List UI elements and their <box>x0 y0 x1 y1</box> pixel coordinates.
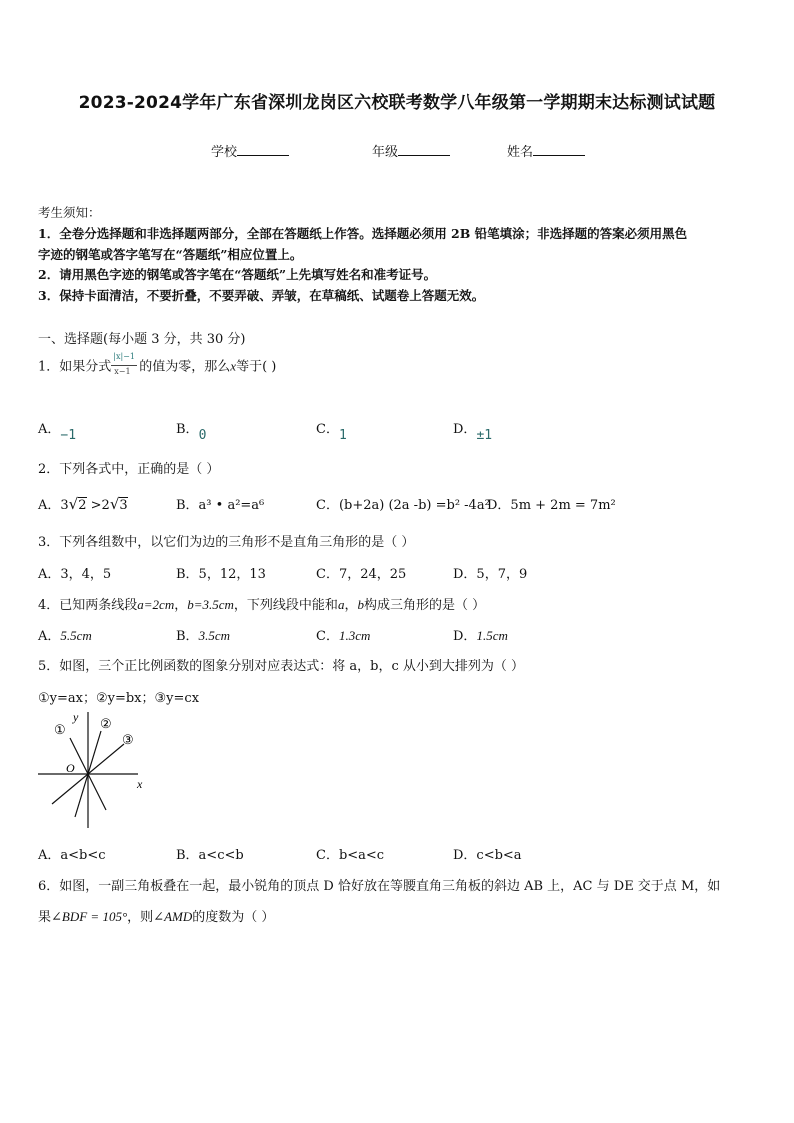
q4-c-value: 1.3cm <box>338 628 371 643</box>
q6-line2-a: 果 <box>38 910 52 925</box>
q4-separator: ， <box>344 598 358 613</box>
notice-line-1b <box>38 245 302 263</box>
q2-a-radicand-2: 3 <box>119 498 128 513</box>
q1-option-a[interactable] <box>38 418 77 443</box>
notice-text-2: 2．请用黑色字迹的钢笔或答字笔在“答题纸”上先填写姓名和准考证号。 <box>38 267 437 282</box>
q2-option-c[interactable]: C．(b+2a) (2a -b) =b² -4a² <box>316 498 490 513</box>
question-6-line-1: 6．如图，一副三角板叠在一起，最小锐角的顶点 D 恰好放在等腰直角三角板的斜边 AB 上，AC 与 DE 交于点 M，如 <box>38 879 721 894</box>
q1-c-value: 1 <box>338 428 347 443</box>
q1-d-value: ±1 <box>476 428 493 443</box>
q1-c-label: C． <box>316 422 339 437</box>
grade-blank <box>398 143 450 156</box>
q1-option-b[interactable] <box>176 418 207 443</box>
q1-d-label: D． <box>453 422 477 437</box>
q1-suffix-2: 等于( ) <box>236 359 277 375</box>
q1-a-label: A． <box>38 422 61 437</box>
q1-variable: x <box>230 358 237 374</box>
q5-option-d[interactable]: D．c<b<a <box>453 848 522 863</box>
sqrt-icon: √ <box>109 495 120 513</box>
q4-b-label: B． <box>176 629 199 644</box>
q3-option-b[interactable]: B．5，12，13 <box>176 567 266 582</box>
question-1-stem <box>38 352 276 382</box>
question-3-stem: 3．下列各组数中，以它们为边的三角形不是直角三角形的是（ ） <box>38 535 415 550</box>
q6-line2-b: ，则 <box>127 910 154 925</box>
name-field <box>507 141 585 160</box>
q6-angle-bdf: ∠BDF = 105° <box>51 909 128 924</box>
q4-b-value: 3.5cm <box>198 628 230 643</box>
q4-d-label: D． <box>453 629 477 644</box>
notice-text-3: 3．保持卡面清洁，不要折叠，不要弄破、弄皱，在草稿纸、试题卷上答题无效。 <box>38 288 485 303</box>
q4-stem-b: ，下列线段中能和 <box>233 598 338 613</box>
notice-line-1a <box>38 224 687 242</box>
notice-text-1b: 字迹的钢笔或答字笔写在“答题纸”相应位置上。 <box>38 247 303 262</box>
q2-option-d[interactable]: D．5m + 2m = 7m² <box>487 498 616 513</box>
section-heading: 一、选择题(每小题 3 分，共 30 分) <box>38 332 246 347</box>
school-blank <box>237 143 289 156</box>
school-label: 学校 <box>211 145 238 160</box>
school-field <box>211 141 289 160</box>
line-1-label: ① <box>54 722 66 737</box>
q1-suffix-1: 的值为零，那么 <box>139 359 231 375</box>
line-2-label: ② <box>100 716 112 731</box>
q4-option-a[interactable] <box>38 625 92 644</box>
question-4-stem <box>38 594 485 613</box>
q4-var-b: b <box>357 597 364 612</box>
q2-option-b[interactable]: B．a³ • a²=a⁶ <box>176 498 265 513</box>
q3-option-c[interactable]: C．7，24，25 <box>316 567 407 582</box>
q4-d-value: 1.5cm <box>476 628 508 643</box>
q4-option-b[interactable] <box>176 625 230 644</box>
q1-option-d[interactable] <box>453 418 493 443</box>
q1-frac-bar <box>111 365 137 366</box>
q5-option-a[interactable]: A．a<b<c <box>38 848 106 863</box>
q1-b-value: 0 <box>198 428 207 443</box>
q3-option-d[interactable]: D．5，7，9 <box>453 567 528 582</box>
q4-var-a: a <box>337 597 345 612</box>
question-6-line-2 <box>38 906 274 925</box>
q1-b-label: B． <box>176 422 199 437</box>
origin-label: O <box>66 761 75 775</box>
q1-a-value: −1 <box>60 428 77 443</box>
q1-prefix: 1．如果分式 <box>38 359 112 375</box>
q2-a-prefix: A．3 <box>38 498 69 513</box>
notice-line-2 <box>38 265 436 283</box>
notice-text-1a: 1．全卷分选择题和非选择题两部分，全部在答题纸上作答。选择题必须用 2B 铅笔填涂；非选择题的答案必须用黑色 <box>38 226 688 241</box>
q4-option-d[interactable] <box>453 625 508 644</box>
q2-a-middle: >2 <box>86 498 110 513</box>
line-3-label: ③ <box>122 732 134 747</box>
q5-option-c[interactable]: C．b<a<c <box>316 848 385 863</box>
q2-a-radicand-1: 2 <box>78 498 87 513</box>
x-axis-label: x <box>137 777 143 791</box>
q6-line2-c: 的度数为（ ） <box>192 910 275 925</box>
grade-field <box>372 141 450 160</box>
page-title: 2023-2024学年广东省深圳龙岗区六校联考数学八年级第一学期期末达标测试试题 <box>78 93 716 113</box>
question-5-expressions: ①y=ax；②y=bx；③y=cx <box>38 691 200 706</box>
q3-option-a[interactable]: A．3，4，5 <box>38 567 112 582</box>
notice-line-3 <box>38 286 484 304</box>
q4-a-value: 5.5cm <box>60 628 92 643</box>
q4-stem-c: 构成三角形的是（ ） <box>363 598 486 613</box>
q4-c-label: C． <box>316 629 339 644</box>
q2-option-a[interactable] <box>38 494 128 513</box>
q1-fraction <box>111 352 139 382</box>
q1-option-c[interactable] <box>316 418 347 443</box>
name-label: 姓名 <box>507 145 534 160</box>
q5-function-graph <box>30 706 160 834</box>
question-5-stem: 5．如图，三个正比例函数的图象分别对应表达式：将 a，b，c 从小到大排列为（ ） <box>38 659 525 674</box>
q4-separator: ， <box>174 598 188 613</box>
q6-angle-amd: ∠AMD <box>153 909 193 924</box>
q4-option-c[interactable] <box>316 625 370 644</box>
q1-frac-denominator: x−1 <box>114 367 131 376</box>
sqrt-icon: √ <box>68 495 79 513</box>
notice-heading: 考生须知： <box>38 205 101 220</box>
q5-option-b[interactable]: B．a<c<b <box>176 848 244 863</box>
q4-condition-b: b=3.5cm <box>187 597 234 612</box>
q4-a-label: A． <box>38 629 61 644</box>
q1-frac-numerator: |x|−1 <box>113 352 135 361</box>
grade-label: 年级 <box>372 145 399 160</box>
name-blank <box>533 143 585 156</box>
q4-stem-a: 4．已知两条线段 <box>38 598 138 613</box>
y-axis-label: y <box>73 710 79 724</box>
question-2-stem: 2．下列各式中，正确的是（ ） <box>38 462 220 477</box>
q4-condition-a: a=2cm <box>137 597 175 612</box>
